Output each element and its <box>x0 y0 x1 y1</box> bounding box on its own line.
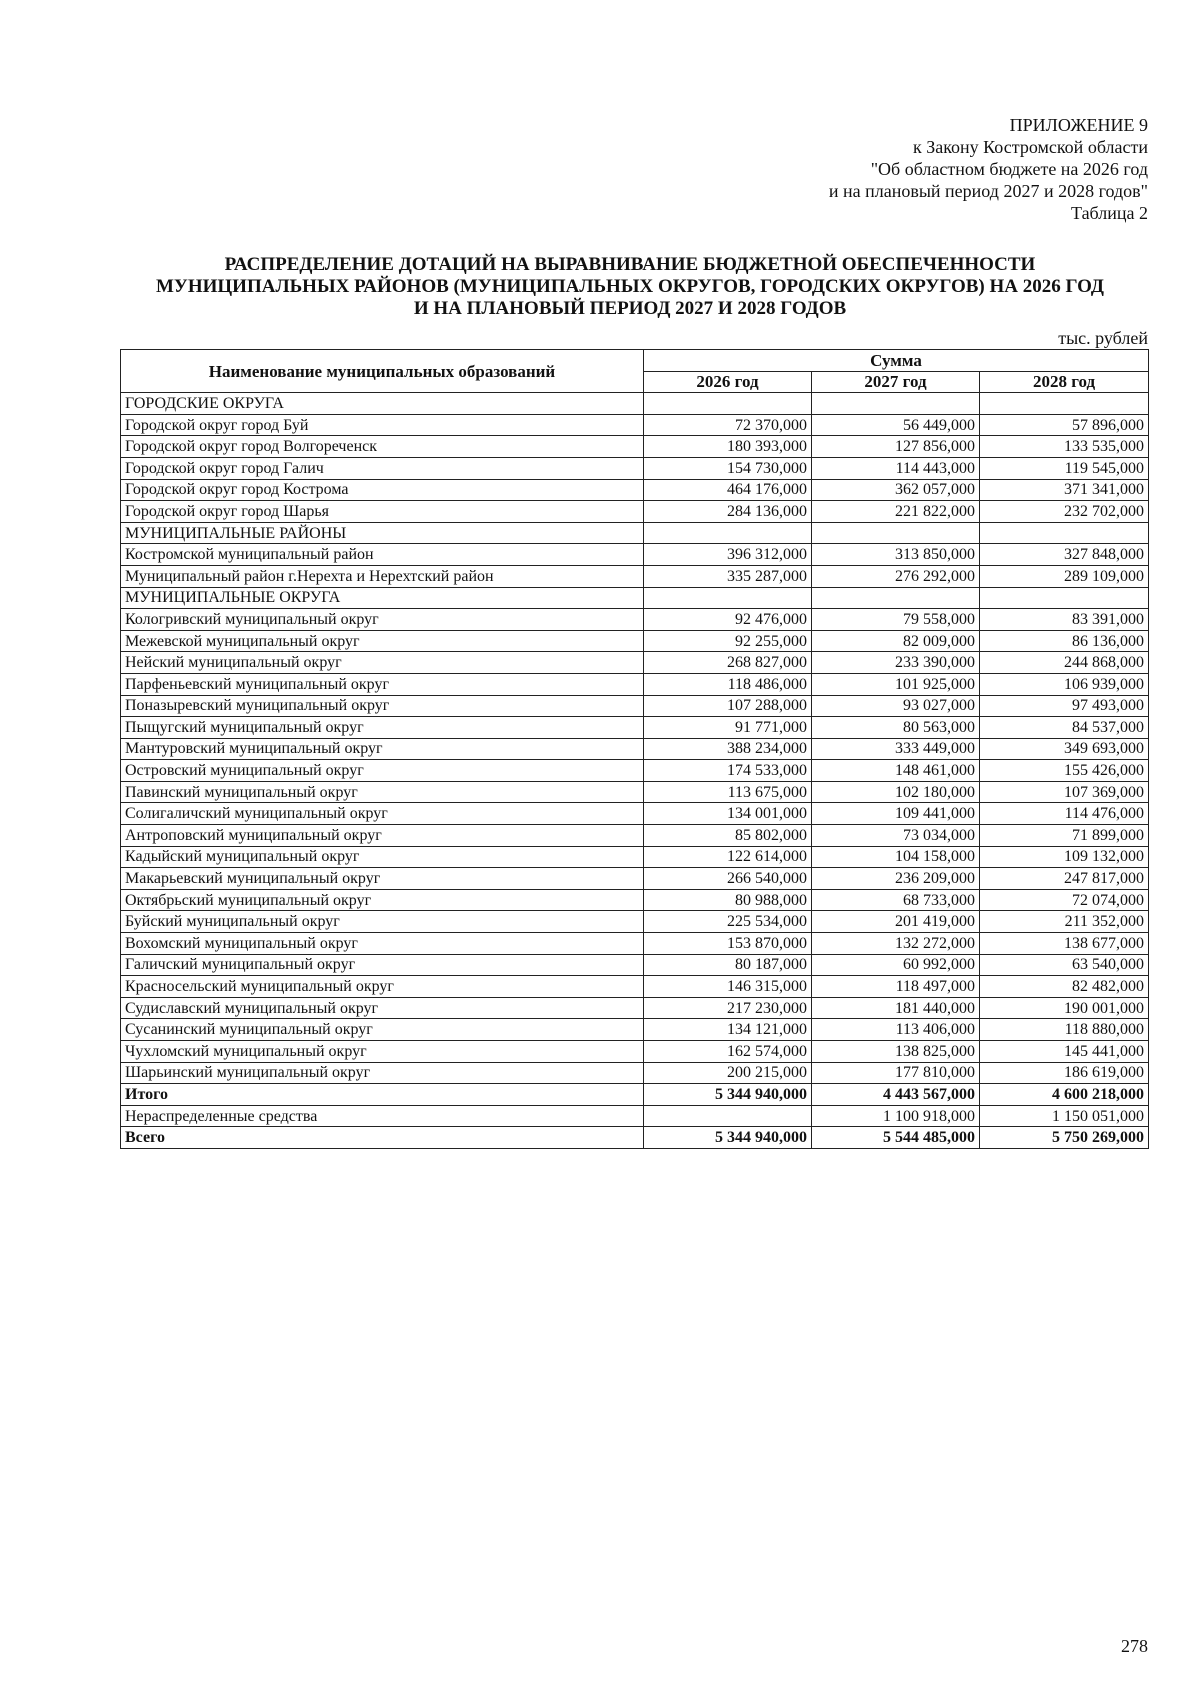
amount-2026: 5 344 940,000 <box>644 1127 812 1149</box>
amount-2027: 102 180,000 <box>812 781 980 803</box>
table-row <box>121 695 1149 717</box>
column-header-sum: Сумма <box>644 350 1149 372</box>
amount-2027: 5 544 485,000 <box>812 1127 980 1149</box>
municipality-name: Городской округ город Галич <box>121 457 644 479</box>
amount-2026: 396 312,000 <box>644 544 812 566</box>
amount-2027: 56 449,000 <box>812 414 980 436</box>
appendix-line: ПРИЛОЖЕНИЕ 9 <box>1009 115 1148 135</box>
table-row <box>121 1041 1149 1063</box>
amount-2028: 138 677,000 <box>980 933 1149 955</box>
amount-2028: 155 426,000 <box>980 760 1149 782</box>
amount-2027: 276 292,000 <box>812 565 980 587</box>
amount-2028: 83 391,000 <box>980 609 1149 631</box>
column-header-name: Наименование муниципальных образований <box>121 350 644 393</box>
amount-2028: 190 001,000 <box>980 997 1149 1019</box>
table-row <box>121 479 1149 501</box>
municipality-name: Шарьинский муниципальный округ <box>121 1062 644 1084</box>
table-row <box>121 501 1149 523</box>
amount-2027: 313 850,000 <box>812 544 980 566</box>
amount-2027: 4 443 567,000 <box>812 1084 980 1106</box>
amount-2027: 333 449,000 <box>812 738 980 760</box>
amount-2027: 104 158,000 <box>812 846 980 868</box>
municipality-name: Павинский муниципальный округ <box>121 781 644 803</box>
amount-2027: 138 825,000 <box>812 1041 980 1063</box>
amount-2028 <box>980 393 1149 415</box>
amount-2028: 289 109,000 <box>980 565 1149 587</box>
table-row <box>121 414 1149 436</box>
table-row <box>121 457 1149 479</box>
amount-2027: 148 461,000 <box>812 760 980 782</box>
municipality-name: Городской округ город Волгореченск <box>121 436 644 458</box>
amount-2026: 154 730,000 <box>644 457 812 479</box>
amount-2028: 119 545,000 <box>980 457 1149 479</box>
amount-2026: 113 675,000 <box>644 781 812 803</box>
table-body <box>121 393 1149 1149</box>
table-row <box>121 976 1149 998</box>
municipality-name: Буйский муниципальный округ <box>121 911 644 933</box>
amount-2027: 101 925,000 <box>812 673 980 695</box>
amount-2026: 174 533,000 <box>644 760 812 782</box>
table-row <box>121 760 1149 782</box>
amount-2028: 371 341,000 <box>980 479 1149 501</box>
municipality-name: Костромской муниципальный район <box>121 544 644 566</box>
table-row <box>121 544 1149 566</box>
amount-2027: 127 856,000 <box>812 436 980 458</box>
amount-2027: 113 406,000 <box>812 1019 980 1041</box>
amount-2027: 109 441,000 <box>812 803 980 825</box>
units-label: тыс. рублей <box>1058 328 1148 348</box>
municipality-name: Пыщугский муниципальный округ <box>121 717 644 739</box>
amount-2028: 133 535,000 <box>980 436 1149 458</box>
amount-2026: 5 344 940,000 <box>644 1084 812 1106</box>
table-row <box>121 630 1149 652</box>
amount-2026 <box>644 393 812 415</box>
table-row <box>121 911 1149 933</box>
amount-2026: 92 476,000 <box>644 609 812 631</box>
amount-2027: 132 272,000 <box>812 933 980 955</box>
amount-2026 <box>644 1105 812 1127</box>
table-row <box>121 565 1149 587</box>
table-row <box>121 738 1149 760</box>
municipality-name: Судиславский муниципальный округ <box>121 997 644 1019</box>
table-row <box>121 997 1149 1019</box>
amount-2027: 68 733,000 <box>812 889 980 911</box>
amount-2028: 114 476,000 <box>980 803 1149 825</box>
municipality-name: Парфеньевский муниципальный округ <box>121 673 644 695</box>
amount-2026: 180 393,000 <box>644 436 812 458</box>
municipality-name: Нераспределенные средства <box>121 1105 644 1127</box>
table-row <box>121 1062 1149 1084</box>
municipality-name: Городской округ город Шарья <box>121 501 644 523</box>
subsidy-table <box>120 349 1149 1149</box>
amount-2027: 1 100 918,000 <box>812 1105 980 1127</box>
municipality-name: Островский муниципальный округ <box>121 760 644 782</box>
amount-2028: 4 600 218,000 <box>980 1084 1149 1106</box>
amount-2028: 82 482,000 <box>980 976 1149 998</box>
table-row <box>121 436 1149 458</box>
amount-2027: 80 563,000 <box>812 717 980 739</box>
section-row <box>121 522 1149 544</box>
municipality-name: Антроповский муниципальный округ <box>121 825 644 847</box>
municipality-name: Кадыйский муниципальный округ <box>121 846 644 868</box>
table-row <box>121 717 1149 739</box>
amount-2027: 79 558,000 <box>812 609 980 631</box>
municipality-name: Нейский муниципальный округ <box>121 652 644 674</box>
total-row <box>121 1127 1149 1149</box>
amount-2028: 86 136,000 <box>980 630 1149 652</box>
amount-2027: 221 822,000 <box>812 501 980 523</box>
table-number: Таблица 2 <box>1071 203 1148 223</box>
amount-2026: 122 614,000 <box>644 846 812 868</box>
amount-2027: 73 034,000 <box>812 825 980 847</box>
amount-2027: 233 390,000 <box>812 652 980 674</box>
section-row <box>121 587 1149 609</box>
amount-2026 <box>644 522 812 544</box>
amount-2026: 266 540,000 <box>644 868 812 890</box>
amount-2027: 93 027,000 <box>812 695 980 717</box>
municipality-name: Итого <box>121 1084 644 1106</box>
amount-2026: 107 288,000 <box>644 695 812 717</box>
amount-2026: 162 574,000 <box>644 1041 812 1063</box>
amount-2028: 145 441,000 <box>980 1041 1149 1063</box>
table-row <box>121 954 1149 976</box>
column-header-2028: 2028 год <box>980 371 1149 393</box>
amount-2027: 201 419,000 <box>812 911 980 933</box>
table-row <box>121 673 1149 695</box>
amount-2028: 1 150 051,000 <box>980 1105 1149 1127</box>
municipality-name: МУНИЦИПАЛЬНЫЕ ОКРУГА <box>121 587 644 609</box>
municipality-name: Октябрьский муниципальный округ <box>121 889 644 911</box>
amount-2028: 327 848,000 <box>980 544 1149 566</box>
table-row <box>121 846 1149 868</box>
amount-2028: 97 493,000 <box>980 695 1149 717</box>
municipality-name: Вохомский муниципальный округ <box>121 933 644 955</box>
amount-2028: 84 537,000 <box>980 717 1149 739</box>
amount-2027: 82 009,000 <box>812 630 980 652</box>
municipality-name: Галичский муниципальный округ <box>121 954 644 976</box>
amount-2026: 217 230,000 <box>644 997 812 1019</box>
table-row <box>121 609 1149 631</box>
amount-2028: 72 074,000 <box>980 889 1149 911</box>
table-row <box>121 825 1149 847</box>
amount-2028: 349 693,000 <box>980 738 1149 760</box>
amount-2026: 80 187,000 <box>644 954 812 976</box>
municipality-name: МУНИЦИПАЛЬНЫЕ РАЙОНЫ <box>121 522 644 544</box>
municipality-name: Городской округ город Кострома <box>121 479 644 501</box>
amount-2028 <box>980 587 1149 609</box>
column-header-2027: 2027 год <box>812 371 980 393</box>
amount-2027: 236 209,000 <box>812 868 980 890</box>
municipality-name: ГОРОДСКИЕ ОКРУГА <box>121 393 644 415</box>
column-header-2026: 2026 год <box>644 371 812 393</box>
amount-2026: 92 255,000 <box>644 630 812 652</box>
municipality-name: Кологривский муниципальный округ <box>121 609 644 631</box>
amount-2028: 211 352,000 <box>980 911 1149 933</box>
header-row-1 <box>121 350 1149 372</box>
amount-2026: 72 370,000 <box>644 414 812 436</box>
amount-2027 <box>812 522 980 544</box>
table-row <box>121 652 1149 674</box>
amount-2028: 71 899,000 <box>980 825 1149 847</box>
amount-2028: 106 939,000 <box>980 673 1149 695</box>
amount-2026: 200 215,000 <box>644 1062 812 1084</box>
amount-2026: 118 486,000 <box>644 673 812 695</box>
amount-2028: 109 132,000 <box>980 846 1149 868</box>
municipality-name: Красносельский муниципальный округ <box>121 976 644 998</box>
appendix-line: и на плановый период 2027 и 2028 годов" <box>828 181 1148 201</box>
amount-2026 <box>644 587 812 609</box>
appendix-line: "Об областном бюджете на 2026 год <box>870 159 1148 179</box>
table-row <box>121 868 1149 890</box>
total-row <box>121 1084 1149 1106</box>
amount-2026: 134 121,000 <box>644 1019 812 1041</box>
amount-2026: 335 287,000 <box>644 565 812 587</box>
amount-2027 <box>812 393 980 415</box>
amount-2026: 146 315,000 <box>644 976 812 998</box>
municipality-name: Чухломский муниципальный округ <box>121 1041 644 1063</box>
amount-2027: 181 440,000 <box>812 997 980 1019</box>
table-row <box>121 1019 1149 1041</box>
amount-2027: 362 057,000 <box>812 479 980 501</box>
amount-2028: 107 369,000 <box>980 781 1149 803</box>
amount-2026: 284 136,000 <box>644 501 812 523</box>
amount-2026: 134 001,000 <box>644 803 812 825</box>
amount-2026: 464 176,000 <box>644 479 812 501</box>
amount-2028: 63 540,000 <box>980 954 1149 976</box>
amount-2026: 80 988,000 <box>644 889 812 911</box>
amount-2028: 5 750 269,000 <box>980 1127 1149 1149</box>
municipality-name: Макарьевский муниципальный округ <box>121 868 644 890</box>
document-title <box>110 254 1150 320</box>
amount-2026: 85 802,000 <box>644 825 812 847</box>
municipality-name: Мантуровский муниципальный округ <box>121 738 644 760</box>
title-line: РАСПРЕДЕЛЕНИЕ ДОТАЦИЙ НА ВЫРАВНИВАНИЕ БЮДЖЕТНОЙ ОБЕСПЕЧЕННОСТИ <box>224 254 1036 275</box>
title-line: И НА ПЛАНОВЫЙ ПЕРИОД 2027 И 2028 ГОДОВ <box>413 298 847 319</box>
amount-2028: 57 896,000 <box>980 414 1149 436</box>
amount-2028: 186 619,000 <box>980 1062 1149 1084</box>
amount-2028: 247 817,000 <box>980 868 1149 890</box>
page-number: 278 <box>1121 1636 1148 1656</box>
municipality-name: Сусанинский муниципальный округ <box>121 1019 644 1041</box>
amount-2028: 232 702,000 <box>980 501 1149 523</box>
amount-2028: 118 880,000 <box>980 1019 1149 1041</box>
table-row <box>121 933 1149 955</box>
amount-2028: 244 868,000 <box>980 652 1149 674</box>
municipality-name: Муниципальный район г.Нерехта и Нерехтский район <box>121 565 644 587</box>
table-row <box>121 803 1149 825</box>
amount-2028 <box>980 522 1149 544</box>
appendix-line: к Закону Костромской области <box>912 137 1148 157</box>
table-row <box>121 889 1149 911</box>
title-line: МУНИЦИПАЛЬНЫХ РАЙОНОВ (МУНИЦИПАЛЬНЫХ ОКРУГОВ, ГОРОДСКИХ ОКРУГОВ) НА 2026 ГОД <box>155 276 1105 297</box>
municipality-name: Поназыревский муниципальный округ <box>121 695 644 717</box>
amount-2026: 388 234,000 <box>644 738 812 760</box>
table-row <box>121 781 1149 803</box>
amount-2026: 225 534,000 <box>644 911 812 933</box>
amount-2026: 153 870,000 <box>644 933 812 955</box>
municipality-name: Всего <box>121 1127 644 1149</box>
municipality-name: Межевской муниципальный округ <box>121 630 644 652</box>
amount-2027 <box>812 587 980 609</box>
table-row <box>121 1105 1149 1127</box>
amount-2026: 268 827,000 <box>644 652 812 674</box>
municipality-name: Городской округ город Буй <box>121 414 644 436</box>
appendix-header <box>829 114 1148 224</box>
amount-2027: 114 443,000 <box>812 457 980 479</box>
amount-2027: 177 810,000 <box>812 1062 980 1084</box>
amount-2027: 118 497,000 <box>812 976 980 998</box>
amount-2026: 91 771,000 <box>644 717 812 739</box>
amount-2027: 60 992,000 <box>812 954 980 976</box>
section-row <box>121 393 1149 415</box>
municipality-name: Солигаличский муниципальный округ <box>121 803 644 825</box>
